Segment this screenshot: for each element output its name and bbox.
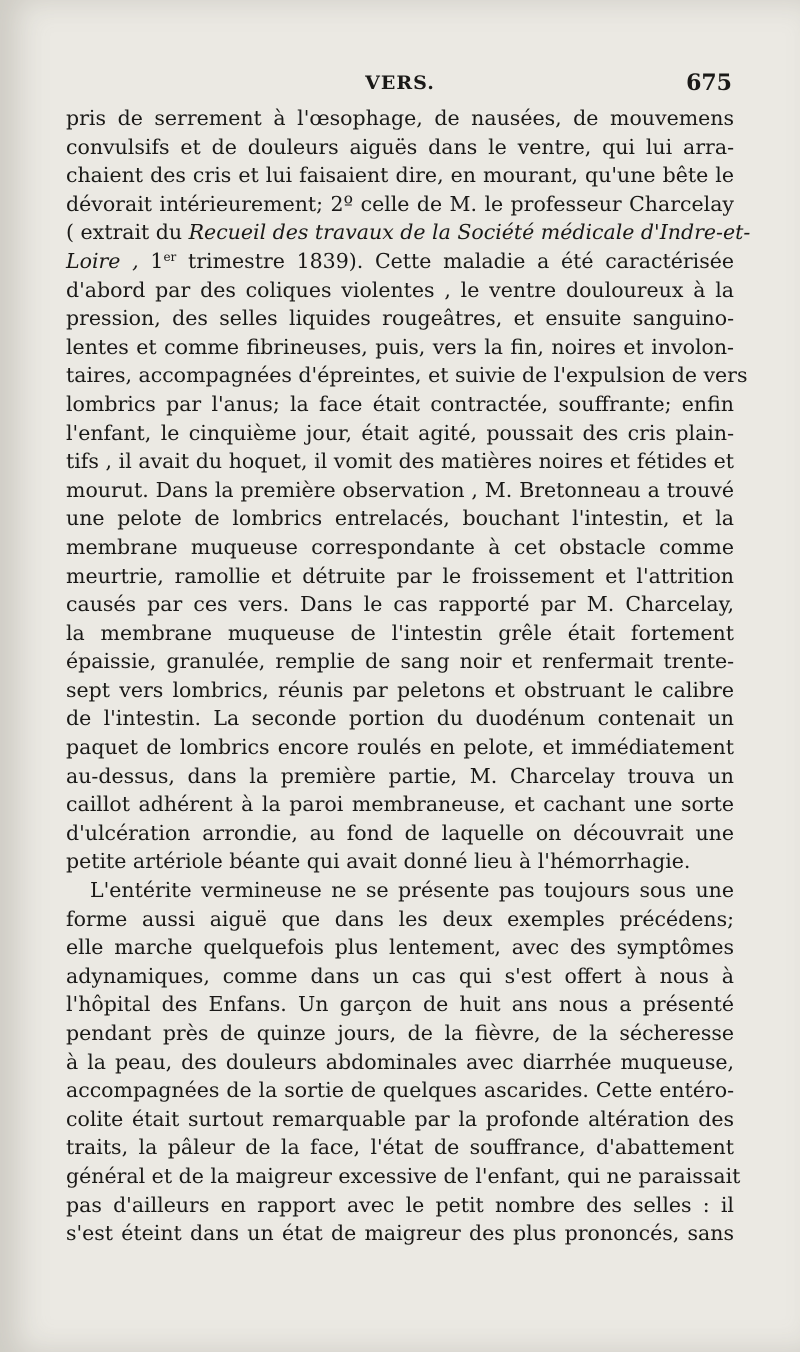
text-line — [66, 247, 734, 276]
text-line: au-dessus, dans la première partie, M. Charcelay trouva un — [66, 763, 734, 788]
text-line: caillot adhérent à la paroi membraneuse, et cachant une sorte — [66, 792, 734, 817]
text-line: d'ulcération arrondie, au fond de laquelle on découvrait une — [66, 820, 734, 845]
text-run: trimestre 1839). Cette maladie a été caractérisée — [176, 248, 734, 273]
text-line: pression, des selles liquides rougeâtres, et ensuite sanguino- — [66, 306, 734, 331]
text-line: épaissie, granulée, remplie de sang noir et renfermait trente- — [66, 649, 734, 674]
text-line: accompagnées de la sortie de quelques ascarides. Cette entéro- — [66, 1078, 734, 1103]
running-title: VERS. — [365, 72, 435, 94]
running-head — [66, 72, 734, 100]
text-line: général et de la maigreur excessive de l'enfant, qui ne paraissait — [66, 1163, 741, 1188]
page-number: 675 — [686, 70, 732, 96]
text-line: causés par ces vers. Dans le cas rapporté par M. Charcelay, — [66, 592, 734, 617]
paragraph-2 — [66, 876, 741, 1248]
text-line: pris de serrement à l'œsophage, de nausées, de mouvemens — [66, 106, 734, 130]
body-text — [66, 104, 751, 1248]
text-line: mourut. Dans la première observation , M. Bretonneau a trouvé — [66, 477, 734, 502]
text-line: dévorait intérieurement; 2º celle de M. le professeur Charcelay — [66, 191, 734, 216]
paragraph-1 — [66, 104, 751, 876]
text-line: chaient des cris et lui faisaient dire, en mourant, qu'une bête le — [66, 163, 734, 188]
text-line — [66, 218, 751, 247]
text-line: à la peau, des douleurs abdominales avec diarrhée muqueuse, — [66, 1049, 734, 1074]
text-line: colite était surtout remarquable par la profonde altération des — [66, 1106, 734, 1131]
text-line: petite artériole béante qui avait donné lieu à l'hémorrhagie. — [66, 849, 691, 874]
text-line: lombrics par l'anus; la face était contractée, souffrante; enfin — [66, 391, 734, 416]
text-line: elle marche quelquefois plus lentement, avec des symptômes — [66, 935, 734, 960]
text-line: de l'intestin. La seconde portion du duodénum contenait un — [66, 706, 734, 731]
text-line: forme aussi aiguë que dans les deux exemples précédens; — [66, 906, 734, 931]
italic-title: Loire , — [66, 248, 139, 273]
text-run: 1 — [138, 248, 164, 273]
text-line: s'est éteint dans un état de maigreur des plus prononcés, sans — [66, 1221, 734, 1246]
text-line: la membrane muqueuse de l'intestin grêle était fortement — [66, 620, 734, 645]
text-line: pas d'ailleurs en rapport avec le petit nombre des selles : il — [66, 1192, 734, 1217]
text-line: meurtrie, ramollie et détruite par le froissement et l'attrition — [66, 563, 734, 588]
text-line: l'enfant, le cinquième jour, était agité, poussait des cris plain- — [66, 420, 734, 445]
text-line: l'hôpital des Enfans. Un garçon de huit ans nous a présenté — [66, 992, 734, 1017]
text-line: sept vers lombrics, réunis par peletons et obstruant le calibre — [66, 677, 734, 702]
text-line: L'entérite vermineuse ne se présente pas toujours sous une — [90, 878, 734, 903]
text-line: taires, accompagnées d'épreintes, et suivie de l'expulsion de vers — [66, 363, 748, 388]
text-line: adynamiques, comme dans un cas qui s'est offert à nous à — [66, 963, 734, 988]
text-line: paquet de lombrics encore roulés en pelote, et immédiatement — [66, 735, 734, 760]
text-line: une pelote de lombrics entrelacés, bouchant l'intestin, et la — [66, 506, 734, 531]
italic-title: Recueil des travaux de la Société médicale d'Indre-et- — [188, 220, 751, 245]
text-run: ( extrait du — [66, 220, 189, 245]
superscript: er — [163, 249, 177, 264]
text-line: convulsifs et de douleurs aiguës dans le ventre, qui lui arra- — [66, 134, 734, 159]
text-line: traits, la pâleur de la face, l'état de souffrance, d'abattement — [66, 1135, 734, 1160]
text-line: membrane muqueuse correspondante à cet obstacle comme — [66, 534, 734, 559]
text-line: pendant près de quinze jours, de la fièvre, de la sécheresse — [66, 1021, 734, 1045]
text-line: d'abord par des coliques violentes , le ventre douloureux à la — [66, 277, 734, 302]
text-line: lentes et comme fibrineuses, puis, vers la fin, noires et involon- — [66, 334, 734, 359]
text-line: tifs , il avait du hoquet, il vomit des matières noires et fétides et — [66, 449, 734, 474]
